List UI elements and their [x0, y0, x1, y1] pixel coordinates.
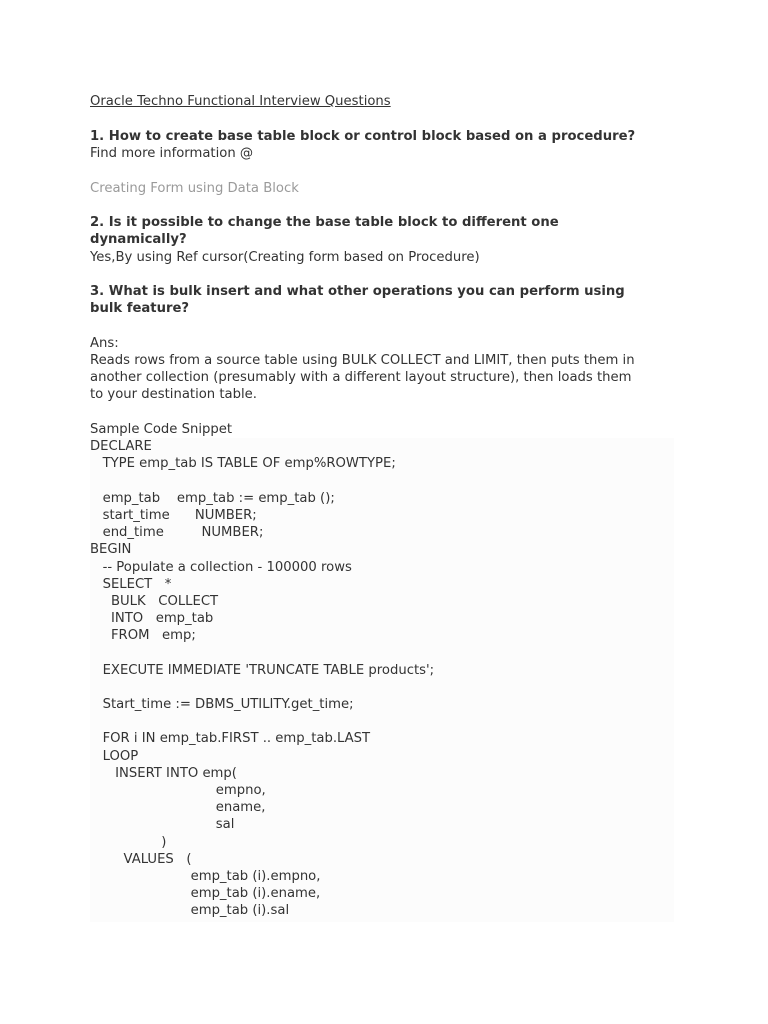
- code-line: SELECT *: [90, 576, 172, 592]
- code-line: empno,: [90, 782, 266, 798]
- answer-1: Find more information @: [90, 146, 254, 161]
- question-2-line-1: 2. Is it possible to change the base table block to different one: [90, 215, 559, 230]
- code-line: sal: [90, 817, 235, 833]
- question-3-line-1: 3. What is bulk insert and what other operations you can perform using: [90, 284, 625, 299]
- question-3-line-2: bulk feature?: [90, 301, 190, 316]
- data-block-link[interactable]: Creating Form using Data Block: [90, 181, 299, 196]
- answer-2: Yes,By using Ref cursor(Creating form based on Procedure): [90, 250, 480, 265]
- answer-3-label: Ans:: [90, 336, 119, 351]
- answer-3-line-1: Reads rows from a source table using BULK COLLECT and LIMIT, then puts them in: [90, 353, 635, 368]
- question-1: 1. How to create base table block or control block based on a procedure?: [90, 129, 636, 144]
- code-line: end_time NUMBER;: [90, 525, 264, 541]
- code-line: ename,: [90, 800, 266, 816]
- code-line: start_time NUMBER;: [90, 507, 257, 523]
- code-line: [90, 679, 674, 696]
- code-line: BULK COLLECT: [90, 593, 219, 609]
- code-line: VALUES (: [90, 851, 192, 867]
- code-line: LOOP: [90, 748, 139, 764]
- code-line: -- Populate a collection - 100000 rows: [90, 559, 352, 575]
- code-line: FROM emp;: [90, 628, 196, 644]
- code-line: emp_tab (i).ename,: [90, 886, 321, 902]
- answer-3-line-2: another collection (presumably with a different layout structure), then loads them: [90, 370, 632, 385]
- code-line: [90, 644, 674, 661]
- code-line: INSERT INTO emp(: [90, 765, 237, 781]
- code-line: emp_tab (i).empno,: [90, 868, 321, 884]
- code-snippet: [90, 421, 674, 919]
- code-line: Start_time := DBMS_UTILITY.get_time;: [90, 697, 354, 712]
- code-line: BEGIN: [90, 542, 132, 558]
- answer-3-line-3: to your destination table.: [90, 387, 257, 402]
- code-line: ): [90, 834, 167, 850]
- code-line: FOR i IN emp_tab.FIRST .. emp_tab.LAST: [90, 731, 371, 747]
- document-title: Oracle Techno Functional Interview Questions: [90, 94, 391, 109]
- code-line: DECLARE: [90, 439, 152, 455]
- question-2-line-2: dynamically?: [90, 232, 187, 247]
- code-line: emp_tab (i).sal: [90, 903, 290, 919]
- code-line: INTO emp_tab: [90, 611, 214, 627]
- code-line: EXECUTE IMMEDIATE 'TRUNCATE TABLE products';: [90, 662, 435, 678]
- code-line: Sample Code Snippet: [90, 422, 233, 437]
- code-line: TYPE emp_tab IS TABLE OF emp%ROWTYPE;: [90, 456, 396, 472]
- code-line: [90, 713, 674, 730]
- code-line: emp_tab emp_tab := emp_tab ();: [90, 490, 335, 506]
- code-line: [90, 473, 674, 490]
